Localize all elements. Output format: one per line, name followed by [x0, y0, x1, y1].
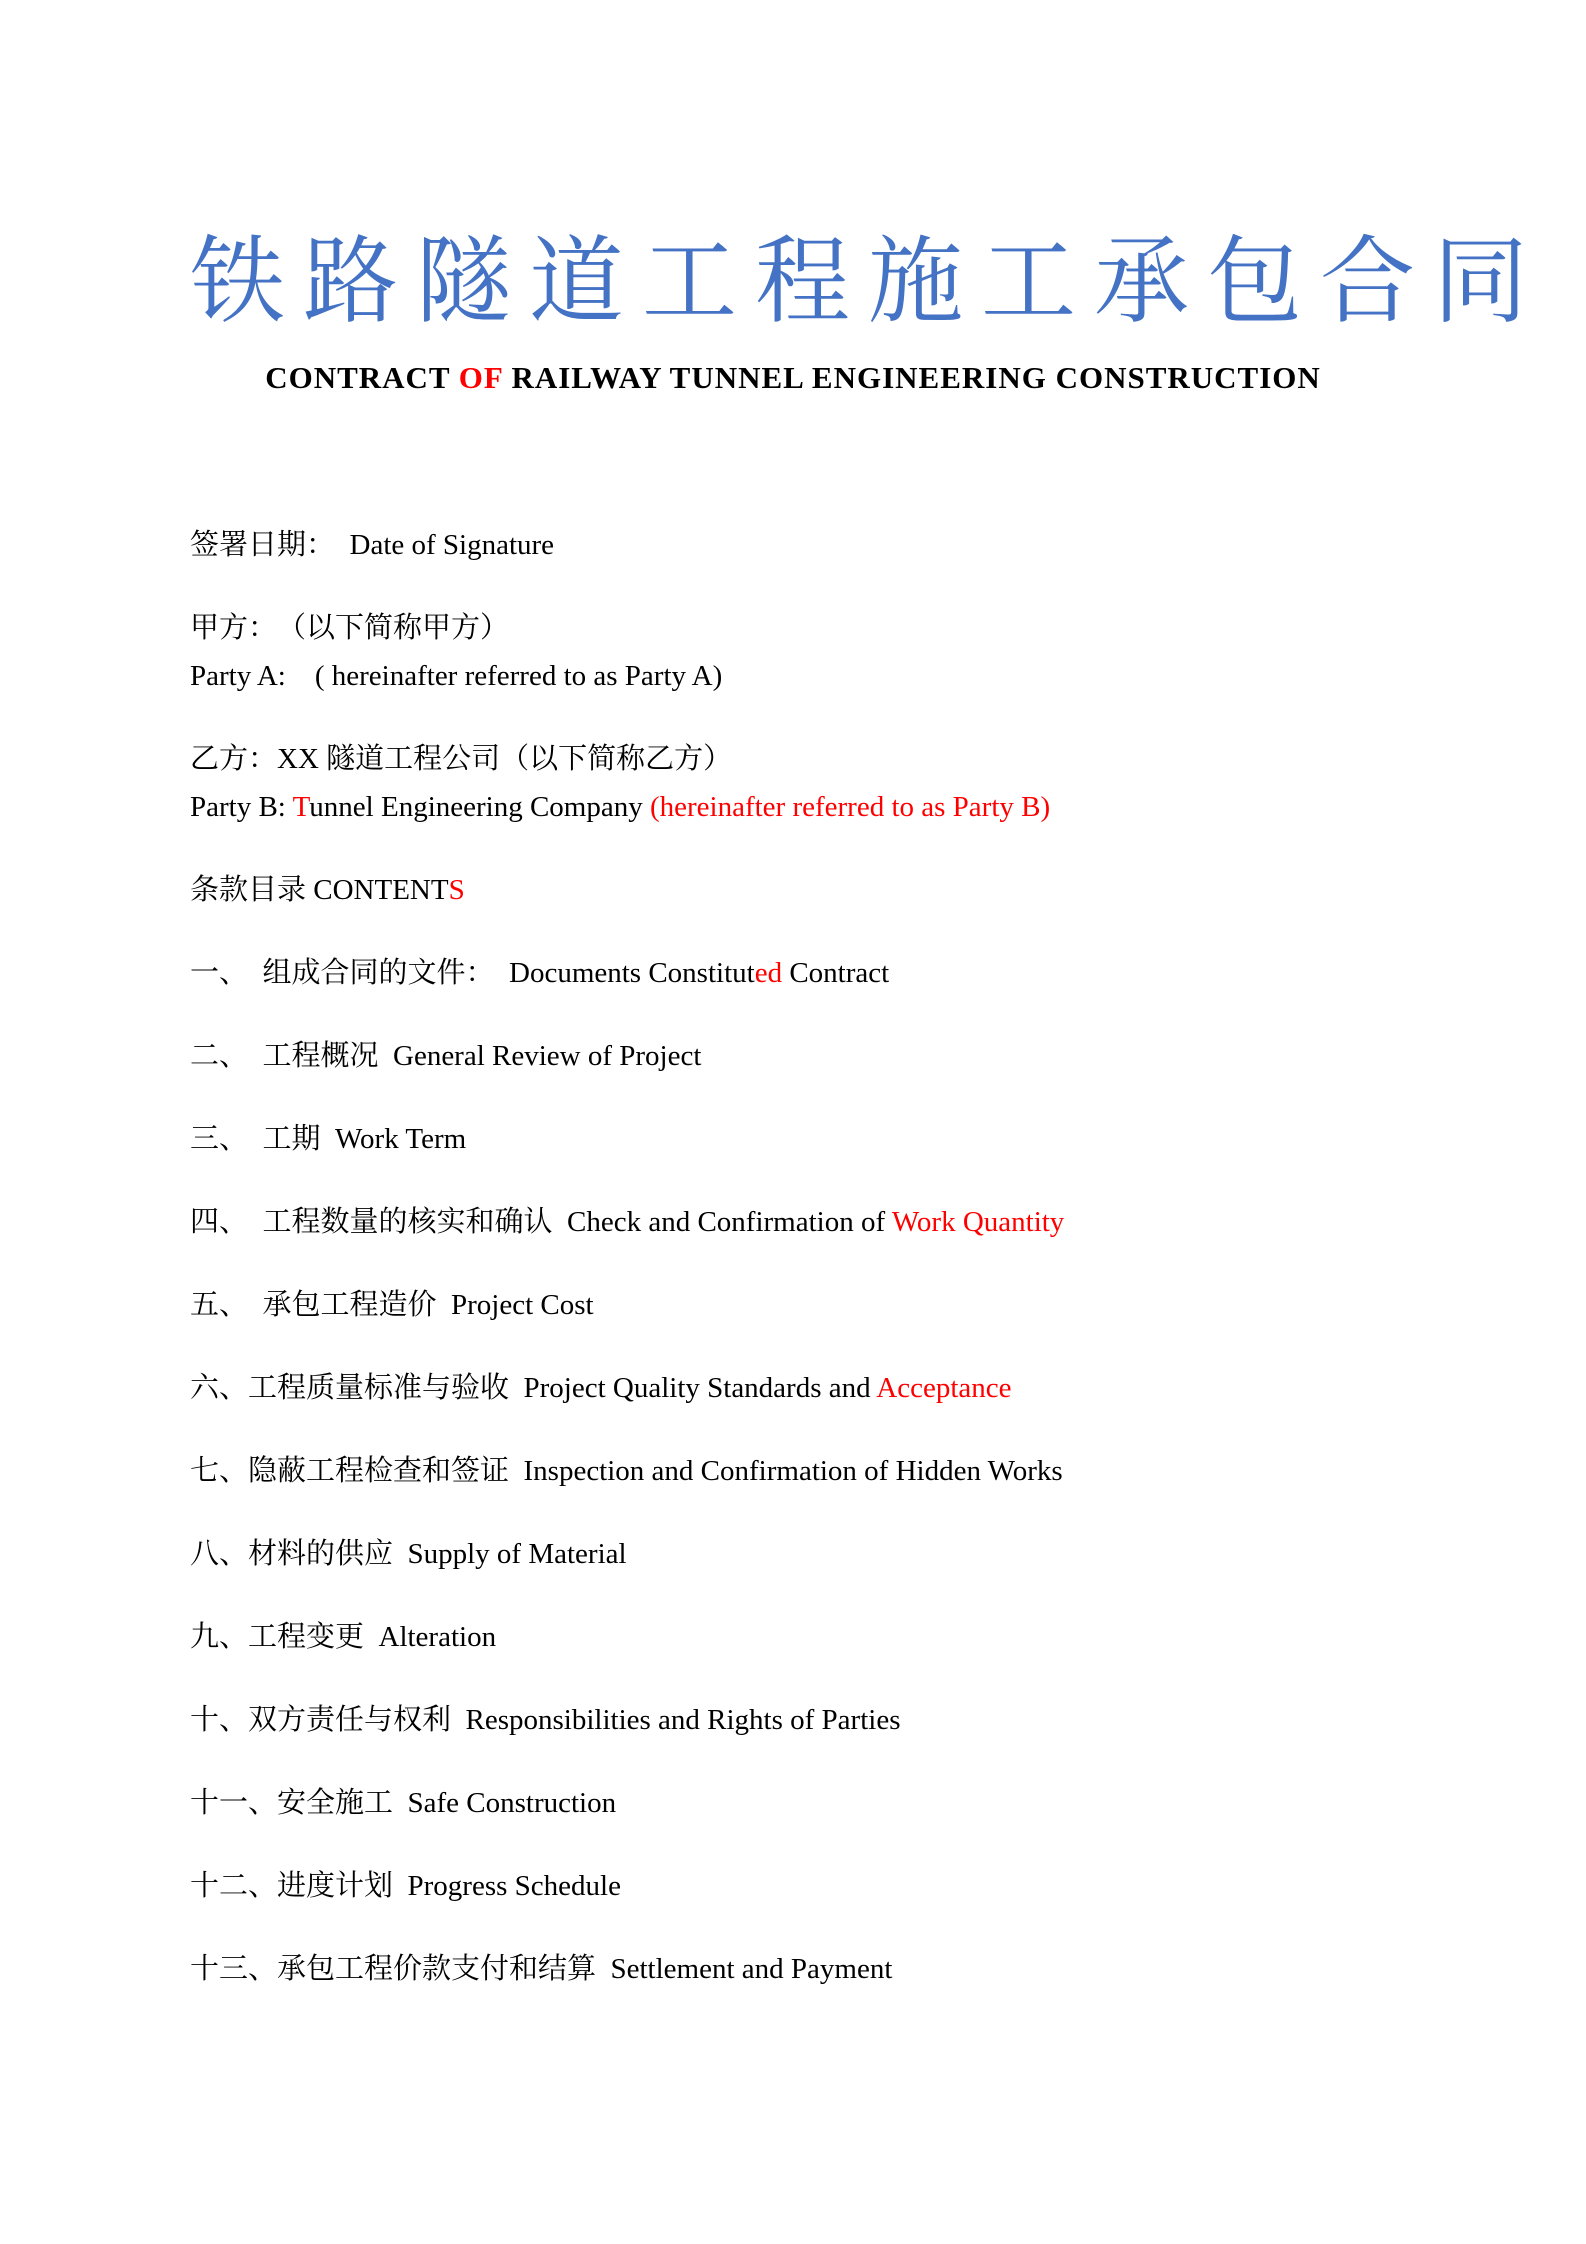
toc-item-2: [190, 1038, 1396, 1074]
text-segment: Contract: [782, 957, 890, 990]
text-segment: Party A: ( hereinafter referred to as Party A): [190, 660, 723, 693]
red-text-segment: Work Quantity: [891, 1206, 1065, 1239]
text-segment: 十二、进度计划 Progress Schedule: [190, 1870, 621, 1903]
toc-item-11: [190, 1785, 1396, 1821]
toc-item-1: [190, 955, 1396, 991]
signature-date-line: [190, 527, 1396, 563]
text-segment: 十一、安全施工 Safe Construction: [190, 1787, 617, 1820]
document-body: [190, 527, 1396, 1987]
document-title-zh: 铁路隧道工程施工承包合同: [190, 229, 1547, 335]
text-segment: 二、 工程概况 General Review of Project: [190, 1040, 702, 1073]
red-text-segment: Acceptance: [876, 1372, 1012, 1405]
text-segment: CONTRACT: [265, 360, 459, 396]
text-segment: 十三、承包工程价款支付和结算 Settlement and Payment: [190, 1953, 893, 1986]
text-segment: 签署日期： Date of Signature: [190, 529, 555, 562]
text-segment: unnel Engineering Company: [309, 791, 650, 824]
contents-heading-line: [190, 872, 1396, 908]
toc-item-13: [190, 1951, 1396, 1987]
toc-item-9: [190, 1619, 1396, 1655]
toc-item-8: [190, 1536, 1396, 1572]
party-b-zh-line: [190, 741, 1396, 777]
party-a-en-line: [190, 658, 1396, 694]
text-segment: 七、隐蔽工程检查和签证 Inspection and Confirmation of Hidden Works: [190, 1455, 1063, 1488]
text-segment: 四、 工程数量的核实和确认 Check and Confirmation of: [190, 1206, 892, 1239]
red-text-segment: S: [448, 874, 465, 907]
toc-item-6: [190, 1370, 1396, 1406]
toc-item-7: [190, 1453, 1396, 1489]
red-text-segment: T: [292, 791, 310, 824]
text-segment: RAILWAY TUNNEL ENGINEERING CONSTRUCTION: [502, 360, 1321, 396]
text-segment: 八、材料的供应 Supply of Material: [190, 1538, 627, 1571]
toc-item-4: [190, 1204, 1396, 1240]
document-title-en: [190, 359, 1396, 397]
text-segment: 乙方：XX 隧道工程公司（以下简称乙方）: [190, 743, 733, 776]
party-a-zh-line: [190, 610, 1396, 646]
text-segment: 九、工程变更 Alteration: [190, 1621, 497, 1654]
text-segment: Party B:: [190, 791, 293, 824]
toc-item-10: [190, 1702, 1396, 1738]
text-segment: 条款目录 CONTENT: [190, 874, 449, 907]
text-segment: 甲方： （以下简称甲方）: [190, 612, 510, 645]
red-text-segment: ed: [754, 957, 783, 990]
toc-item-5: [190, 1287, 1396, 1323]
party-b-en-line: [190, 789, 1396, 825]
text-segment: 五、 承包工程造价 Project Cost: [190, 1289, 594, 1322]
text-segment: 一、 组成合同的文件： Documents Constitut: [190, 957, 755, 990]
red-text-segment: (hereinafter referred to as Party B): [649, 791, 1051, 824]
text-segment: 三、 工期 Work Term: [190, 1123, 467, 1156]
toc-item-12: [190, 1868, 1396, 1904]
text-segment: 十、双方责任与权利 Responsibilities and Rights of Parties: [190, 1704, 901, 1737]
text-segment: 六、工程质量标准与验收 Project Quality Standards and: [190, 1372, 877, 1405]
toc-item-3: [190, 1121, 1396, 1157]
red-text-segment: OF: [458, 360, 503, 396]
